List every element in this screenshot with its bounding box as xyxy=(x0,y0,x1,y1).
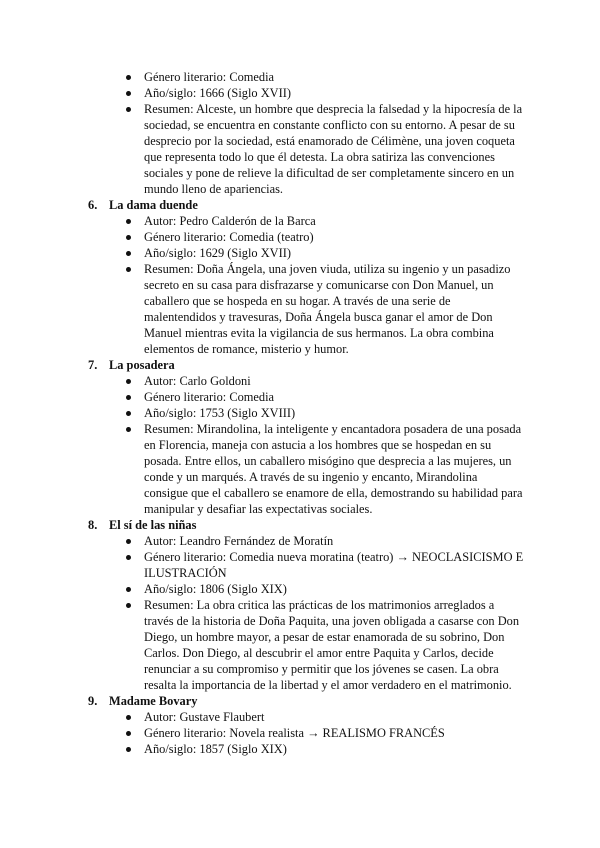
list-item: Año/siglo: 1857 (Siglo XIX) xyxy=(144,741,524,757)
list-item: Autor: Carlo Goldoni xyxy=(144,373,524,389)
list-item: Autor: Gustave Flaubert xyxy=(144,709,524,725)
list-item: Año/siglo: 1666 (Siglo XVII) xyxy=(144,85,524,101)
list-item: Resumen: La obra critica las prácticas de los matrimonios arreglados a través de la historia de Doña Paquita, una joven obligada a casarse con Don Diego, un hombre mayor, a pesar de estar enamorada de su sobrino, Don Carlos. Don Diego, al descubrir el amor entre Paquita y Carlos, decide renunciar a su compromiso y permitir que los jóvenes se casen. La obra resalta la importancia de la libertad y el amor verdadero en el matrimonio. xyxy=(144,597,524,693)
document-content xyxy=(88,69,524,757)
work-title: El sí de las niñas xyxy=(109,518,197,532)
work-title: La posadera xyxy=(109,358,175,372)
list-item: Género literario: Novela realista → REALISMO FRANCÉS xyxy=(144,725,524,741)
work-section-6 xyxy=(88,197,524,357)
list-item: Autor: Pedro Calderón de la Barca xyxy=(144,213,524,229)
work-details-list xyxy=(88,213,524,357)
list-item: Género literario: Comedia (teatro) xyxy=(144,229,524,245)
work-number: 8. xyxy=(88,518,98,532)
work-details-list xyxy=(88,373,524,517)
work-section-9 xyxy=(88,693,524,757)
list-item: Año/siglo: 1806 (Siglo XIX) xyxy=(144,581,524,597)
work-section-8 xyxy=(88,517,524,693)
work-section-7 xyxy=(88,357,524,517)
list-item: Resumen: Doña Ángela, una joven viuda, utiliza su ingenio y un pasadizo secreto en su casa para disfrazarse y comunicarse con Don Manuel, un caballero que se hospeda en su hogar. A través de una serie de malentendidos y travesuras, Doña Ángela busca ganar el amor de Don Manuel mientras evita la vigilancia de sus hermanos. La obra combina elementos de romance, misterio y humor. xyxy=(144,261,524,357)
list-item: Año/siglo: 1629 (Siglo XVII) xyxy=(144,245,524,261)
work-details-list xyxy=(88,533,524,693)
work-heading xyxy=(88,517,524,533)
work-details-list xyxy=(88,709,524,757)
work-number: 7. xyxy=(88,358,98,372)
list-item: Resumen: Alceste, un hombre que desprecia la falsedad y la hipocresía de la sociedad, se encuentra en constante conflicto con su entorno. A pesar de su desprecio por la sociedad, está enamorado de Célimène, una joven coqueta que representa todo lo que él detesta. La obra satiriza las convenciones sociales y pone de relieve la dificultad de ser completamente sincero en un mundo lleno de apariencias. xyxy=(144,102,523,196)
work-number: 9. xyxy=(88,694,98,708)
work-heading xyxy=(88,357,524,373)
list-item: Género literario: Comedia nueva moratina (teatro) → NEOCLASICISMO E ILUSTRACIÓN xyxy=(144,550,524,580)
list-item: Género literario: Comedia xyxy=(144,69,524,85)
continuation-list xyxy=(88,69,524,197)
work-heading xyxy=(88,197,524,213)
list-item: Autor: Leandro Fernández de Moratín xyxy=(144,533,524,549)
list-item: Género literario: Comedia xyxy=(144,389,524,405)
work-number: 6. xyxy=(88,198,98,212)
work-heading xyxy=(88,693,524,709)
work-title: La dama duende xyxy=(109,198,198,212)
list-item: Resumen: Mirandolina, la inteligente y encantadora posadera de una posada en Florencia, maneja con astucia a los hombres que se hospedan en su posada. Entre ellos, un caballero misógino que desprecia a las mujeres, un conde y un marqués. A través de su ingenio y encanto, Mirandolina consigue que el caballero se enamore de ella, demostrando su habilidad para manipular y desafiar las expectativas sociales. xyxy=(144,422,523,516)
list-item: Año/siglo: 1753 (Siglo XVIII) xyxy=(144,405,524,421)
work-title: Madame Bovary xyxy=(109,694,198,708)
